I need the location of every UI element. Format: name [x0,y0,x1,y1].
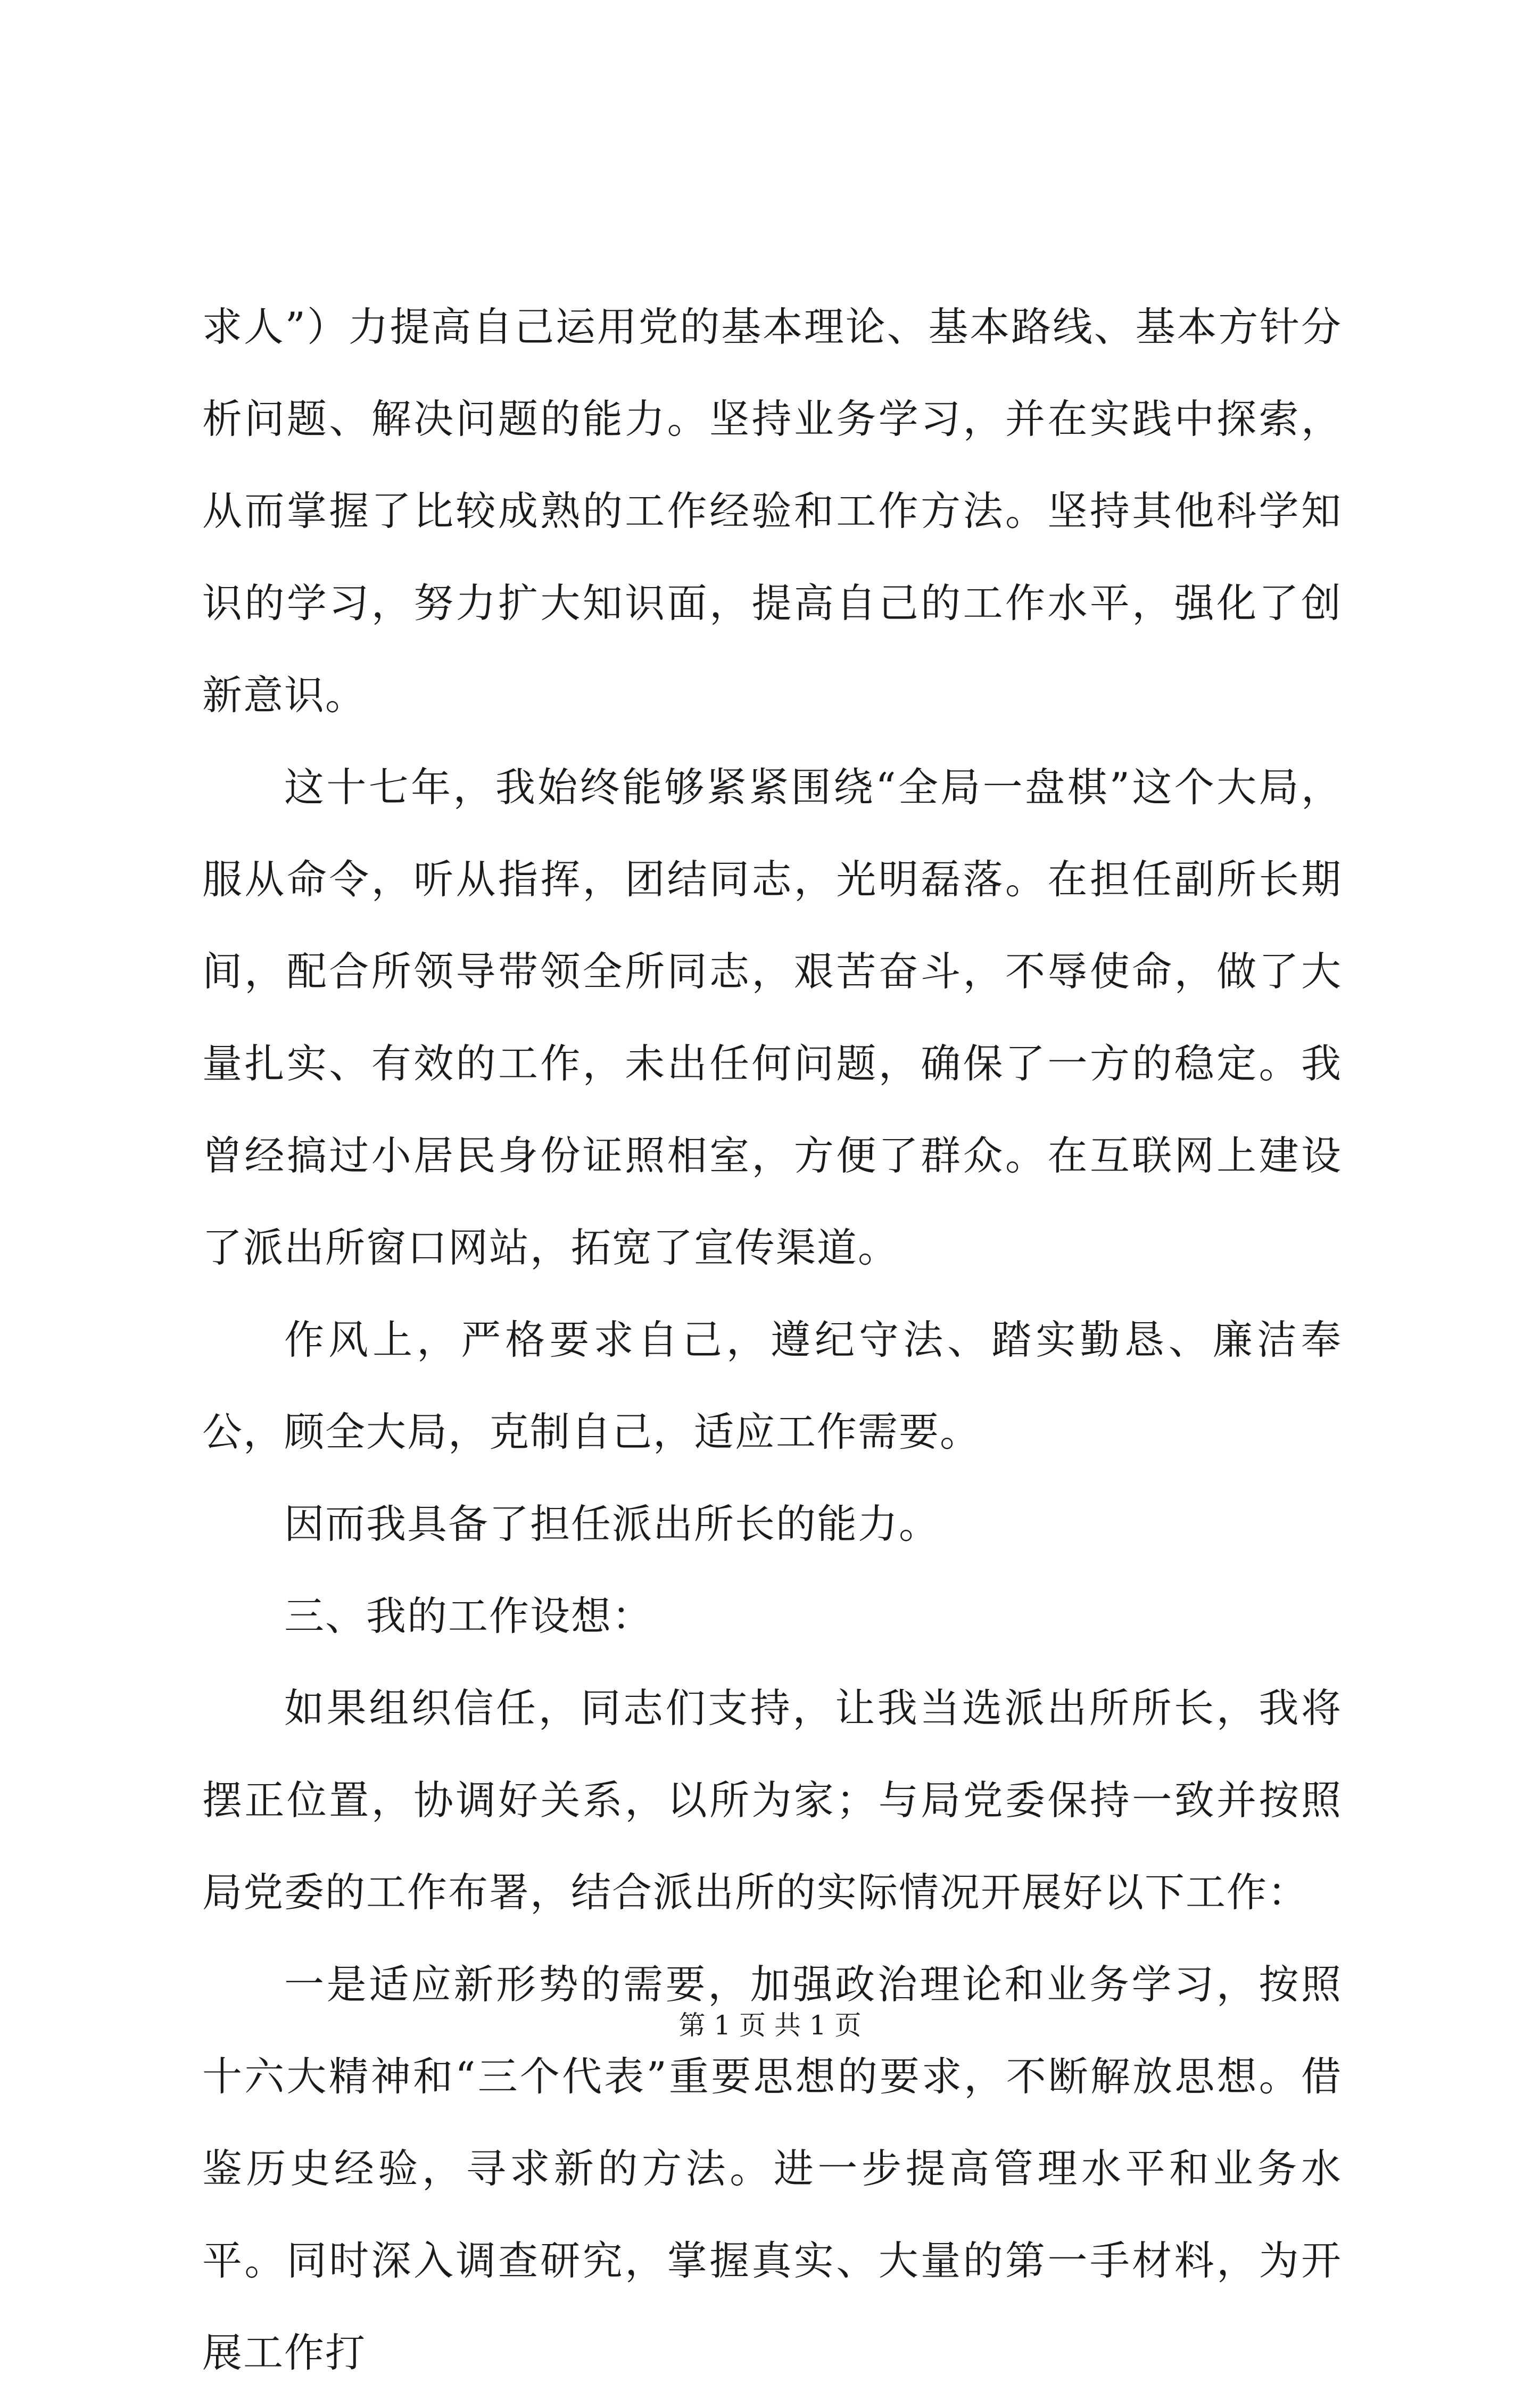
section-heading-work-plan: 三、我的工作设想： [284,1593,653,1639]
paragraph-6: 如果组织信任，同志们支持，让我当选派出所所长，我将摆正位置，协调好关系，以所为家；与局党委保持一致并按照局党委的工作布署，结合派出所的实际情况开展好以下工作： [202,1685,1342,1916]
paragraph-1: 求人”）力提高自己运用党的基本理论、基本路线、基本方针分析问题、解决问题的能力。坚持业务学习，并在实践中探索，从而掌握了比较成熟的工作经验和工作方法。坚持其他科学知识的学习，努力扩大知识面，提高自己的工作水平，强化了创新意识。 [202,303,1342,719]
document-body [202,281,1342,2399]
paragraph-2: 这十七年，我始终能够紧紧围绕“全局一盘棋”这个大局，服从命令，听从指挥，团结同志，光明磊落。在担任副所长期间，配合所领导带领全所同志，艰苦奋斗，不辱使命，做了大量扎实、有效的工作，未出任何问题，确保了一方的稳定。我曾经搞过小居民身份证照相室，方便了群众。在互联网上建设了派出所窗口网站，拓宽了宣传渠道。 [202,764,1342,1271]
paragraph-7: 一是适应新形势的需要，加强政治理论和业务学习，按照十六大精神和“三个代表”重要思想的要求，不断解放思想。借鉴历史经验，寻求新的方法。进一步提高管理水平和业务水平。同时深入调查研究，掌握真实、大量的第一手材料，为开展工作打 [202,1961,1342,2376]
paragraph-4: 因而我具备了担任派出所长的能力。 [284,1501,940,1547]
page-footer [0,2007,1540,2044]
page-number: 第 1 页 共 1 页 [678,2010,862,2041]
paragraph-3: 作风上，严格要求自己，遵纪守法、踏实勤恳、廉洁奉公，顾全大局，克制自己，适应工作需要。 [202,1316,1342,1455]
